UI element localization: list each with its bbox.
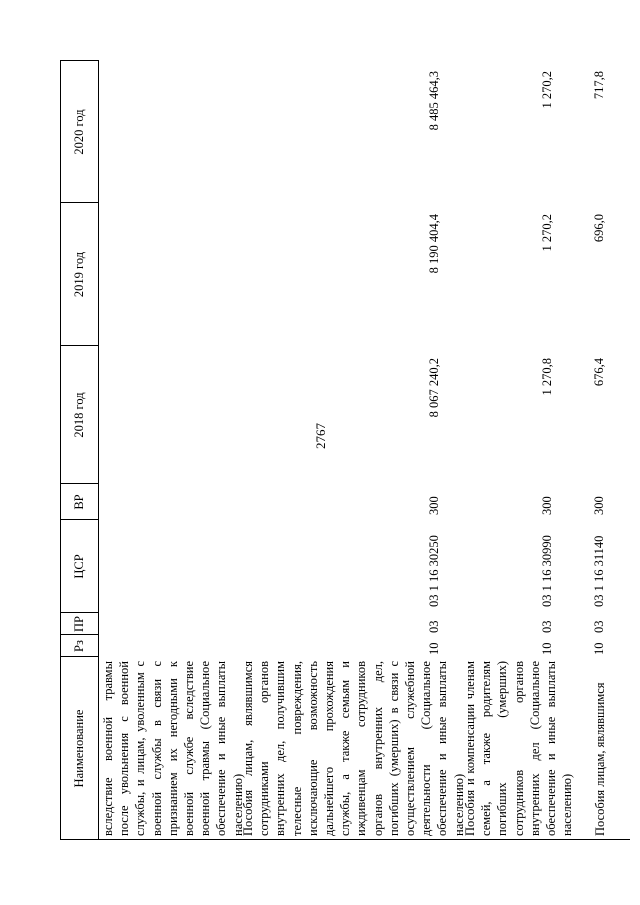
header-2019: 2019 год <box>71 251 86 298</box>
table-row-rz: 10 <box>592 642 606 655</box>
table-row-csr: 03 1 16 30250 <box>427 535 441 607</box>
header-vr: ВР <box>71 494 86 510</box>
header-pr: ПР <box>71 616 86 632</box>
table-row-rz: 10 <box>427 642 441 655</box>
table-row-csr: 03 1 16 30990 <box>540 535 554 607</box>
table-row-name: Пособия и компенсации членам семей, а также родителям погибших (умерших) сотрудников органов внутренних дел (Социальное обеспечение и иные выплаты населению) <box>463 661 575 836</box>
table-row-csr: 03 1 16 31140 <box>592 535 606 607</box>
table-row-2020: 717,8 <box>592 71 606 100</box>
table-row-2020: 8 485 464,3 <box>427 71 441 131</box>
table-row-rz: 10 <box>540 642 554 655</box>
header-csr: ЦСР <box>71 554 86 579</box>
table-row-vr: 300 <box>540 496 554 515</box>
header-name: Наименование <box>71 709 86 788</box>
table-row-name: вследствие военной травмы после увольнения с военной службы, и лицам, уволенным с военной службы в связи с признанием их негодными к военной службе вследствие военной травмы (Социальное обеспечение и иные выплаты населению) <box>101 661 245 836</box>
table-row-2018: 8 067 240,2 <box>427 358 441 418</box>
table-row-vr: 300 <box>592 496 606 515</box>
table-row-name: Пособия лицам, являвшимся <box>593 682 607 836</box>
header-2018: 2018 год <box>71 392 86 438</box>
table-row-pr: 03 <box>540 620 554 633</box>
header-rz: Рз <box>71 640 86 652</box>
table-row-pr: 03 <box>427 620 441 633</box>
table-row-2018: 1 270,8 <box>540 358 554 396</box>
table-row-2019: 696,0 <box>592 214 606 243</box>
table-row-name: Пособия лицам, являвшимся сотрудниками органов внутренних дел, получившим телесные повреждения, исключающие возможность дальнейшего прохождения службы, а также семьям и иждивенцам сотрудников органов внутренних дел, погибших (умерших) в связи с осуществлением служебной деятельности (Социальное обеспечение и иные выплаты населению) <box>241 661 466 836</box>
table-row-2018: 676,4 <box>592 358 606 387</box>
table-row-2020: 1 270,2 <box>540 71 554 109</box>
table-row-pr: 03 <box>592 620 606 633</box>
table-row-2019: 8 190 404,4 <box>427 214 441 274</box>
header-bottom-border <box>98 60 99 840</box>
table-row-vr: 300 <box>427 496 441 515</box>
table-left-border <box>60 839 630 840</box>
header-2020: 2020 год <box>71 109 86 155</box>
budget-table <box>60 60 630 840</box>
table-row-2019: 1 270,2 <box>540 214 554 252</box>
page-number: 2767 <box>313 423 328 449</box>
